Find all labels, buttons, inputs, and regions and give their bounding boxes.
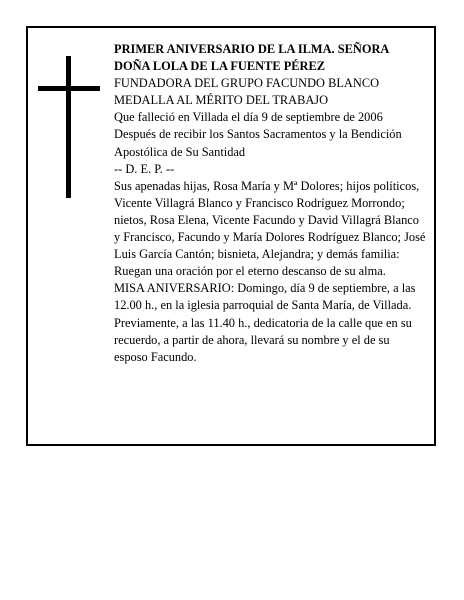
role-line: FUNDADORA DEL GRUPO FACUNDO BLANCO (114, 76, 380, 91)
death-line: Que falleció en Villada el día 9 de septiembre de 2006 (114, 110, 383, 125)
dedication-paragraph: Previamente, a las 11.40 h., dedicatoria de la calle que en su recuerdo, a partir de ahora, llevará su nombre y el de su esposo Facundo. (114, 315, 412, 364)
sacraments-line: Después de recibir los Santos Sacramentos y la Bendición Apostólica de Su Santidad (114, 127, 402, 159)
mass-paragraph: MISA ANIVERSARIO: Domingo, día 9 de septiembre, a las 12.00 h., en la iglesia parroquial de Santa María, de Villada. (114, 281, 416, 313)
family-paragraph: Sus apenadas hijas, Rosa María y Mª Dolores; hijos políticos, Vicente Villagrá Blanco y Francisco Rodríguez Morrondo; nietos, Rosa Elena, Vicente Facundo y David Villagrá Blanco y Francisco, Facundo y María Dolores Rodríguez Blanco; José Luis García Cantón; bisnieta, Alejandra; y demás familia: (114, 178, 426, 262)
rip-line: -- D. E. P. -- (114, 161, 175, 176)
prayer-line: Ruegan una oración por el eterno descanso de su alma. (114, 264, 386, 279)
award-line: MEDALLA AL MÉRITO DEL TRABAJO (114, 93, 329, 108)
obituary-notice (26, 26, 436, 446)
notice-text (114, 41, 426, 366)
cross-icon (38, 56, 100, 198)
notice-title: PRIMER ANIVERSARIO DE LA ILMA. SEÑORA DOÑA LOLA DE LA FUENTE PÉREZ (114, 42, 389, 74)
